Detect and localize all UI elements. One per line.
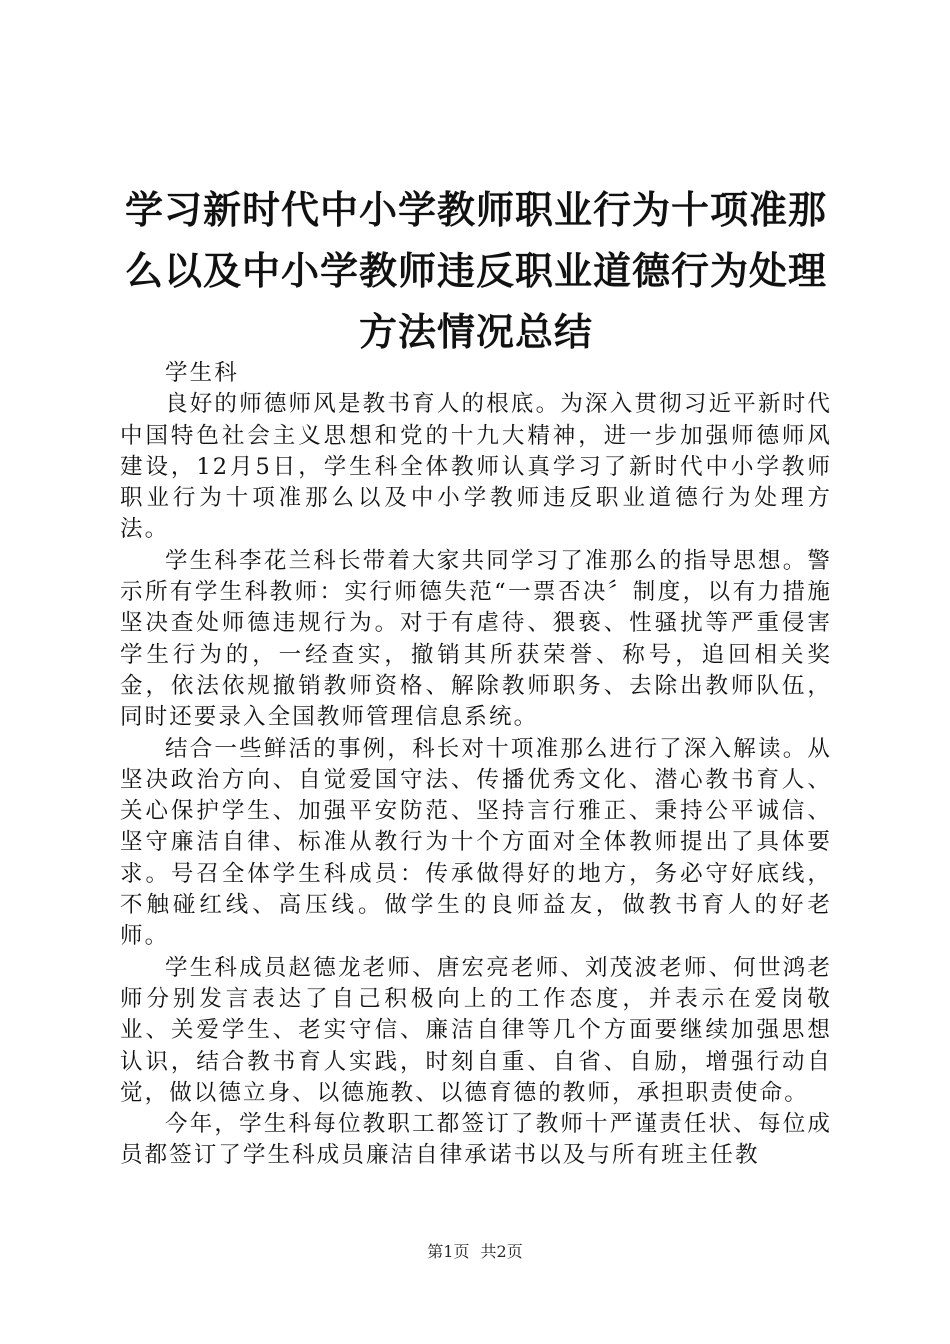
paragraph-5: 今年，学生科每位教职工都签订了教师十严谨责任状、每位成员都签订了学生科成员廉洁自律承诺书以及与所有班主任教: [120, 1111, 832, 1169]
paragraph-1: 良好的师德师风是教书育人的根底。为深入贯彻习近平新时代中国特色社会主义思想和党的十九大精神，进一步加强师德师风建设，12月5日，学生科全体教师认真学习了新时代中小学教师职业行为十项准那么以及中小学教师违反职业道德行为处理方法。: [120, 391, 832, 543]
paragraph-2: 学生科李花兰科长带着大家共同学习了准那么的指导思想。警示所有学生科教师：实行师德失范“一票否决〞制度，以有力措施坚决查处师德违规行为。对于有虐待、猥亵、性骚扰等严重侵害学生行为的，一经查实，撤销其所获荣誉、称号，追回相关奖金，依法依规撤销教师资格、解除教师职务、去除出教师队伍，同时还要录入全国教师管理信息系统。: [120, 547, 832, 731]
page-total: 共2页: [480, 1242, 523, 1261]
page-number: 第1页: [427, 1242, 470, 1261]
paragraph-3: 结合一些鲜活的事例，科长对十项准那么进行了深入解读。从坚决政治方向、自觉爱国守法、传播优秀文化、潜心教书育人、关心保护学生、加强平安防范、坚持言行雅正、秉持公平诚信、坚守廉洁自律、标准从教行为十个方面对全体教师提出了具体要求。号召全体学生科成员：传承做得好的地方，务必守好底线，不触碰红线、高压线。做学生的良师益友，做教书育人的好老师。: [120, 735, 832, 950]
author-line: 学生科: [165, 360, 239, 386]
document-title: 学习新时代中小学教师职业行为十项准那么以及中小学教师违反职业道德行为处理方法情况总结: [124, 188, 827, 354]
document-body: [120, 358, 832, 1172]
paragraph-4: 学生科成员赵德龙老师、唐宏亮老师、刘茂波老师、何世鸿老师分别发言表达了自己积极向上的工作态度，并表示在爱岗敬业、关爱学生、老实守信、廉洁自律等几个方面要继续加强思想认识，结合教书育人实践，时刻自重、自省、自励，增强行动自觉，做以德立身、以德施教、以德育德的教师，承担职责使命。: [120, 954, 832, 1106]
page-footer: [0, 1242, 950, 1262]
